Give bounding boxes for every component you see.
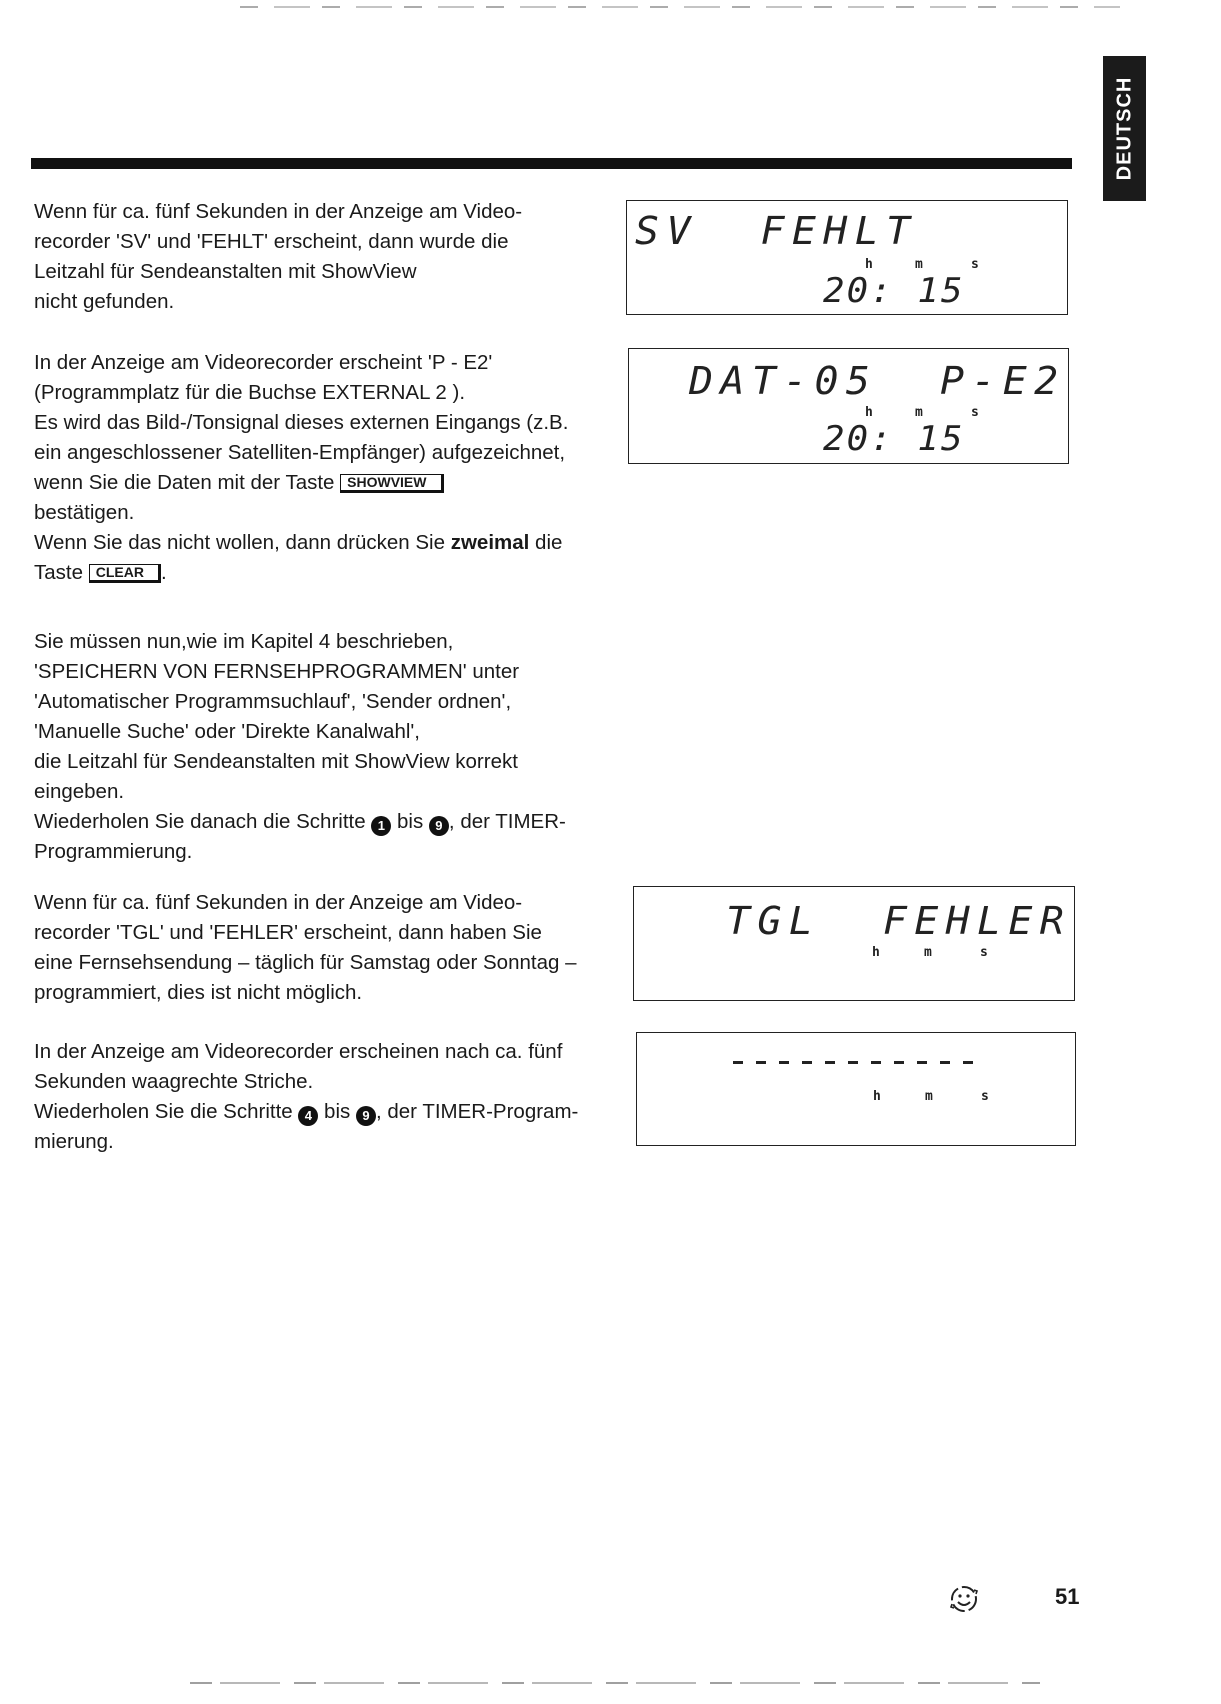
smiley-recycle-icon <box>947 1582 981 1616</box>
text-line <box>34 807 634 837</box>
display-unit-m: m <box>915 257 923 272</box>
paragraph-striche <box>34 1037 634 1157</box>
text-fragment: die <box>529 531 563 554</box>
paragraph-p-e2 <box>34 348 634 588</box>
text-line: recorder 'TGL' und 'FEHLER' erscheint, dann haben Sie <box>34 921 542 944</box>
paragraph-leitzahl <box>34 627 634 867</box>
text-line <box>34 528 634 558</box>
display-unit-h: h <box>865 257 873 272</box>
display-unit-h: h <box>865 405 873 420</box>
display-dash-segment <box>940 1061 950 1064</box>
text-fragment: wenn Sie die Daten mit der Taste <box>34 471 341 494</box>
text-line: programmiert, dies ist nicht möglich. <box>34 981 363 1004</box>
clear-key: CLEAR <box>89 564 161 583</box>
emphasis-zweimal: zweimal <box>450 531 530 554</box>
display-time: 20: 15 <box>823 271 965 311</box>
display-unit-h: h <box>872 945 880 960</box>
display-unit-s: s <box>980 945 988 960</box>
text-line: Sekunden waagrechte Striche. <box>34 1070 314 1093</box>
text-fragment: Wiederholen Sie die Schritte <box>34 1100 299 1123</box>
display-unit-s: s <box>971 405 979 420</box>
display-dash-segment <box>894 1061 904 1064</box>
display-dash-segment <box>779 1061 789 1064</box>
display-dash-segment <box>802 1061 812 1064</box>
text-fragment: . <box>160 561 167 584</box>
text-line: recorder 'SV' und 'FEHLT' erscheint, dann wurde die <box>34 230 509 253</box>
text-line: eine Fernsehsendung – täglich für Samstag oder Sonntag – <box>34 951 577 974</box>
paragraph-sv-fehlt <box>34 197 634 317</box>
text-fragment: , der TIMER-Program- <box>375 1100 579 1123</box>
display-unit-s: s <box>981 1089 989 1104</box>
step-number-badge: 1 <box>371 816 391 836</box>
display-main-text: TGL FEHLER <box>726 899 1072 943</box>
text-line: Wenn für ca. fünf Sekunden in der Anzeige am Video- <box>34 200 523 223</box>
text-fragment: Taste <box>34 561 89 584</box>
text-line <box>34 558 634 588</box>
display-dash-segment <box>848 1061 858 1064</box>
showview-key: SHOWVIEW <box>340 474 443 493</box>
display-dash-segment <box>963 1061 973 1064</box>
text-line: Leitzahl für Sendeanstalten mit ShowView <box>34 260 417 283</box>
display-dash-segment <box>917 1061 927 1064</box>
text-line: 'Manuelle Suche' oder 'Direkte Kanalwahl', <box>34 720 421 743</box>
step-number-badge: 4 <box>298 1106 318 1126</box>
scan-artifact-bottom <box>190 1682 1040 1684</box>
vcr-display-sv-fehlt <box>626 200 1068 315</box>
display-unit-h: h <box>873 1089 881 1104</box>
paragraph-tgl-fehler <box>34 888 634 1008</box>
language-tab <box>1103 56 1146 201</box>
text-line: nicht gefunden. <box>34 290 175 313</box>
text-fragment: bis <box>318 1100 356 1123</box>
text-line <box>34 1097 634 1127</box>
display-dash-segment <box>756 1061 766 1064</box>
text-line: In der Anzeige am Videorecorder erscheinen nach ca. fünf <box>34 1040 563 1063</box>
text-line <box>34 468 634 498</box>
display-main-text: SV FEHLT <box>635 209 918 253</box>
step-number-badge: 9 <box>429 816 449 836</box>
text-line: die Leitzahl für Sendeanstalten mit ShowView korrekt <box>34 750 518 773</box>
display-unit-m: m <box>915 405 923 420</box>
display-time: 20: 15 <box>823 419 965 459</box>
text-line: (Programmplatz für die Buchse EXTERNAL 2 ). <box>34 381 466 404</box>
display-dash-segment <box>871 1061 881 1064</box>
text-fragment: Wiederholen Sie danach die Schritte <box>34 810 372 833</box>
display-dash-segment <box>733 1061 743 1064</box>
text-fragment: , der TIMER- <box>448 810 566 833</box>
header-rule <box>31 158 1072 169</box>
display-main-text: DAT-05 P-E2 <box>689 359 1066 403</box>
text-line: Programmierung. <box>34 840 193 863</box>
text-line: In der Anzeige am Videorecorder erscheint 'P - E2' <box>34 351 493 374</box>
display-unit-m: m <box>925 1089 933 1104</box>
vcr-display-tgl-fehler <box>633 886 1075 1001</box>
text-line: bestätigen. <box>34 501 135 524</box>
language-tab-label: DEUTSCH <box>1113 76 1136 181</box>
text-line: Sie müssen nun,wie im Kapitel 4 beschrieben, <box>34 630 454 653</box>
vcr-display-p-e2 <box>628 348 1069 464</box>
page-number: 51 <box>1055 1584 1080 1609</box>
display-unit-m: m <box>924 945 932 960</box>
text-line: ein angeschlossener Satelliten-Empfänger) aufgezeichnet, <box>34 441 566 464</box>
display-unit-s: s <box>971 257 979 272</box>
text-line: Wenn für ca. fünf Sekunden in der Anzeige am Video- <box>34 891 523 914</box>
scan-artifact-top <box>240 6 1120 8</box>
text-fragment: bis <box>391 810 429 833</box>
display-dash-row <box>733 1061 973 1064</box>
text-line: 'SPEICHERN VON FERNSEHPROGRAMMEN' unter <box>34 660 520 683</box>
text-line: Es wird das Bild-/Tonsignal dieses externen Eingangs (z.B. <box>34 411 569 434</box>
text-line: mierung. <box>34 1130 114 1153</box>
text-line: 'Automatischer Programmsuchlauf', 'Sender ordnen', <box>34 690 512 713</box>
step-number-badge: 9 <box>356 1106 376 1126</box>
text-fragment: Wenn Sie das nicht wollen, dann drücken Sie <box>34 531 451 554</box>
display-dash-segment <box>825 1061 835 1064</box>
vcr-display-dashes <box>636 1032 1076 1146</box>
text-line: eingeben. <box>34 780 125 803</box>
